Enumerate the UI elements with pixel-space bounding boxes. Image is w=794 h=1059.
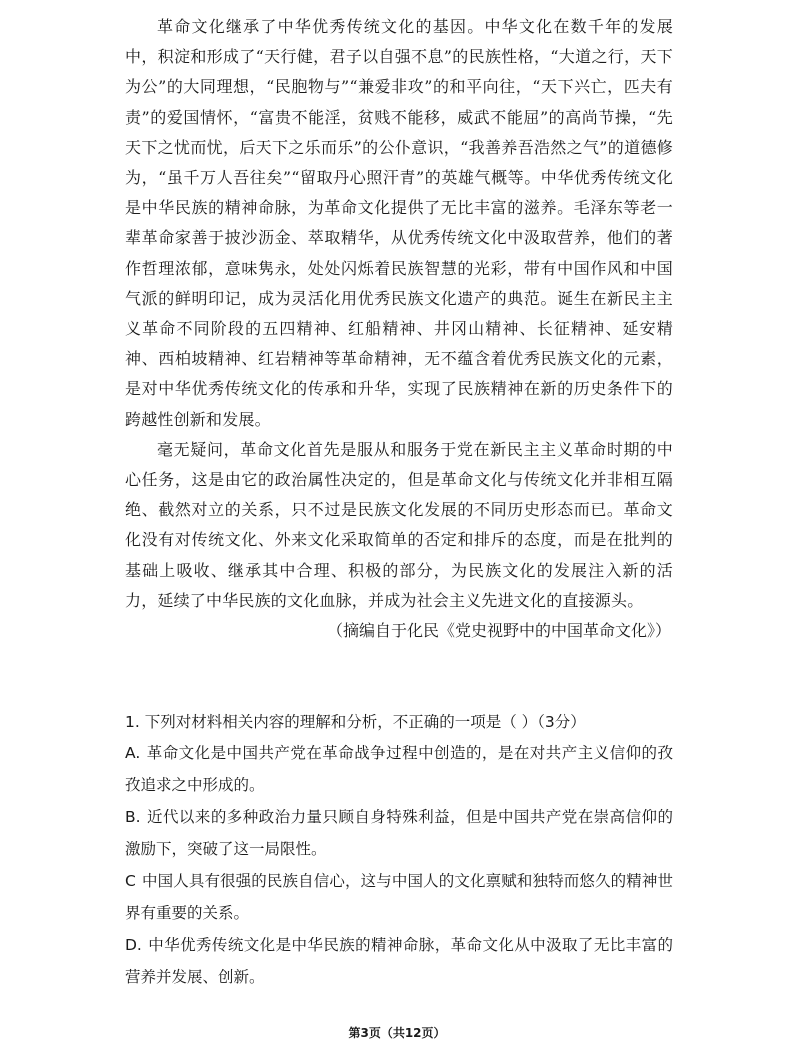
- option-d: [125, 929, 673, 993]
- question-1: [125, 707, 673, 993]
- page-number-footer: 第3页（共12页）: [348, 1026, 446, 1040]
- option-c: [125, 865, 673, 929]
- passage-paragraph-1: 革命文化继承了中华优秀传统文化的基因。中华文化在数千年的发展中，积淀和形成了“天行健，君子以自强不息”的民族性格，“大道之行，天下为公”的大同理想，“民胞物与”“兼爱非攻”的和平向往，“天下兴亡，匹夫有责”的爱国情怀，“富贵不能淫，贫贱不能移，威武不能屈”的高尚节操，“先天下之忧而忧，后天下之乐而乐”的公仆意识，“我善养吾浩然之气”的道德修为，“虽千万人吾往矣”“留取丹心照汗青”的英雄气概等。中华优秀传统文化是中华民族的精神命脉，为革命文化提供了无比丰富的滋养。毛泽东等老一辈革命家善于披沙沥金、萃取精华，从优秀传统文化中汲取营养，他们的著作哲理浓郁，意味隽永，处处闪烁着民族智慧的光彩，带有中国作风和中国气派的鲜明印记，成为灵活化用优秀民族文化遗产的典范。诞生在新民主主义革命不同阶段的五四精神、红船精神、井冈山精神、长征精神、延安精神、西柏坡精神、红岩精神等革命精神，无不蕴含着优秀民族文化的元素，是对中华优秀传统文化的传承和升华，实现了民族精神在新的历史条件下的跨越性创新和发展。: [125, 17, 673, 429]
- option-letter: A.: [125, 744, 141, 762]
- option-text: 中国人具有很强的民族自信心，这与中国人的文化禀赋和独特而悠久的精神世界有重要的关系。: [125, 872, 673, 922]
- option-text: 近代以来的多种政治力量只顾自身特殊利益，但是中国共产党在崇高信仰的激励下，突破了这一局限性。: [125, 808, 673, 858]
- option-letter: C: [125, 872, 136, 890]
- reading-passage: [125, 12, 673, 646]
- passage-paragraph-2: 毫无疑问，革命文化首先是服从和服务于党在新民主主义革命时期的中心任务，这是由它的政治属性决定的，但是革命文化与传统文化并非相互隔绝、截然对立的关系，只不过是民族文化发展的不同历史形态而已。革命文化没有对传统文化、外来文化采取简单的否定和排斥的态度，而是在批判的基础上吸收、继承其中合理、积极的部分，为民族文化的发展注入新的活力，延续了中华民族的文化血脉，并成为社会主义先进文化的直接源头。: [125, 439, 673, 610]
- option-text: 革命文化是中国共产党在革命战争过程中创造的，是在对共产主义信仰的孜孜追求之中形成的。: [125, 744, 673, 794]
- passage-source: （摘编自于化民《党史视野中的中国革命文化》）: [326, 621, 671, 641]
- option-a: [125, 737, 673, 801]
- option-b: [125, 801, 673, 865]
- option-text: 中华优秀传统文化是中华民族的精神命脉，革命文化从中汲取了无比丰富的营养并发展、创新。: [125, 936, 673, 986]
- option-letter: D.: [125, 936, 142, 954]
- question-stem: 1. 下列对材料相关内容的理解和分析，不正确的一项是（ ）（3分）: [125, 713, 586, 731]
- option-letter: B.: [125, 808, 141, 826]
